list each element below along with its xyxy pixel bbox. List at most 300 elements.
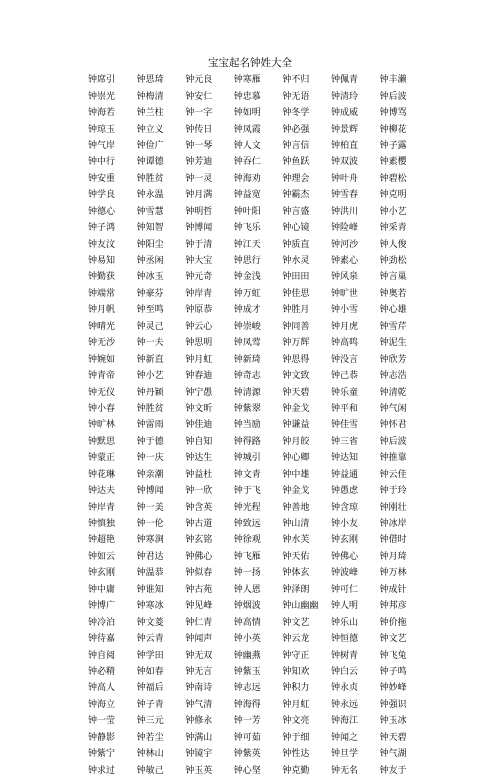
name-cell: 钟得路: [233, 436, 261, 447]
name-row: [88, 154, 428, 170]
name-cell: 钟玄刚: [330, 535, 358, 546]
name-cell: 钟席引: [88, 75, 116, 86]
name-row: [88, 384, 428, 400]
name-row: [88, 319, 428, 335]
name-row: [88, 105, 428, 121]
name-cell: 钟子露: [379, 140, 407, 151]
name-cell: 钟文艺: [282, 617, 310, 628]
name-cell: 钟叶阳: [233, 206, 261, 217]
name-cell: 钟克勤: [282, 765, 310, 776]
name-cell: 钟思行: [233, 256, 261, 267]
name-cell: 钟明哲: [185, 206, 213, 217]
name-cell: 钟金浅: [233, 272, 261, 283]
name-cell: 钟鱼跃: [282, 157, 310, 168]
name-cell: 钟胜贫: [136, 403, 164, 414]
name-cell: 钟小艺: [136, 371, 164, 382]
page-title: 宝宝起名钟姓大全: [208, 57, 292, 69]
name-cell: 钟玄铭: [185, 535, 213, 546]
name-cell: 钟质直: [282, 239, 310, 250]
name-cell: 钟默思: [88, 436, 116, 447]
name-row: [88, 417, 428, 433]
name-cell: 钟闻之: [330, 732, 358, 743]
name-cell: 钟林山: [136, 749, 164, 760]
name-cell: 钟气岸: [88, 140, 116, 151]
name-cell: 钟险峰: [330, 223, 358, 234]
name-cell: 钟婉如: [88, 354, 116, 365]
name-cell: 钟一琴: [185, 140, 213, 151]
name-cell: 钟心镜: [282, 223, 310, 234]
name-cell: 钟海劝: [233, 173, 261, 184]
name-cell: 钟无名: [330, 765, 358, 776]
name-cell: 钟至鸣: [136, 305, 164, 316]
name-cell: 钟谁知: [136, 584, 164, 595]
name-row: [88, 549, 428, 565]
name-cell: 钟己恭: [330, 371, 358, 382]
name-cell: 钟白云: [330, 666, 358, 677]
name-cell: 钟叶舟: [330, 173, 358, 184]
name-cell: 钟人明: [330, 601, 358, 612]
name-cell: 钟人俊: [379, 239, 407, 250]
name-cell: 钟易知: [88, 256, 116, 267]
name-row: [88, 647, 428, 663]
name-cell: 钟幽燕: [233, 650, 261, 661]
name-row: [88, 171, 428, 187]
name-cell: 钟元奇: [185, 272, 213, 283]
name-cell: 钟于细: [282, 732, 310, 743]
name-cell: 钟凤莺: [233, 338, 261, 349]
name-cell: 钟奥若: [379, 288, 407, 299]
name-cell: 钟体玄: [282, 568, 310, 579]
name-cell: 钟霸杰: [282, 190, 310, 201]
name-row: [88, 269, 428, 285]
name-cell: 钟乐童: [330, 387, 358, 398]
name-cell: 钟素心: [330, 256, 358, 267]
name-cell: 钟丞闲: [136, 256, 164, 267]
name-cell: 钟志远: [233, 683, 261, 694]
name-cell: 钟山幽幽: [282, 601, 319, 612]
name-cell: 钟见峰: [185, 601, 213, 612]
name-cell: 钟含琼: [330, 502, 358, 513]
name-cell: 钟清源: [233, 387, 261, 398]
name-cell: 钟永远: [330, 699, 358, 710]
name-cell: 钟风泉: [330, 272, 358, 283]
name-cell: 钟高人: [88, 683, 116, 694]
name-row: [88, 236, 428, 252]
name-cell: 钟河沙: [330, 239, 358, 250]
name-cell: 钟不归: [282, 75, 310, 86]
name-cell: 钟博闻: [185, 223, 213, 234]
name-cell: 钟知智: [136, 223, 164, 234]
name-cell: 钟心雄: [379, 305, 407, 316]
name-cell: 钟自知: [185, 436, 213, 447]
name-cell: 钟于德: [136, 436, 164, 447]
name-row: [88, 598, 428, 614]
name-cell: 钟城引: [233, 453, 261, 464]
name-row: [88, 187, 428, 203]
name-cell: 钟胜月: [282, 305, 310, 316]
name-cell: 钟守正: [282, 650, 310, 661]
name-cell: 钟月虎: [330, 321, 358, 332]
name-cell: 钟豪芬: [136, 288, 164, 299]
name-cell: 钟静影: [88, 732, 116, 743]
name-cell: 钟琼玉: [88, 124, 116, 135]
name-row: [88, 516, 428, 532]
name-cell: 钟邦彦: [379, 601, 407, 612]
name-cell: 钟心坚: [233, 765, 261, 776]
name-cell: 钟灵己: [136, 321, 164, 332]
name-cell: 钟青帝: [88, 371, 116, 382]
name-cell: 钟玉英: [185, 765, 213, 776]
name-cell: 钟必精: [88, 666, 116, 677]
name-cell: 钟博骂: [379, 108, 407, 119]
name-cell: 钟飞乐: [233, 223, 261, 234]
name-cell: 钟玄刚: [88, 568, 116, 579]
name-cell: 钟小春: [88, 403, 116, 414]
name-cell: 钟古道: [185, 519, 213, 530]
name-row: [88, 253, 428, 269]
name-cell: 钟清乾: [379, 387, 407, 398]
name-row: [88, 286, 428, 302]
name-cell: 钟景辉: [330, 124, 358, 135]
name-cell: 钟天碧: [379, 732, 407, 743]
name-cell: 钟仁青: [185, 617, 213, 628]
name-cell: 钟碧松: [379, 173, 407, 184]
name-row: [88, 697, 428, 713]
name-cell: 钟可茹: [233, 732, 261, 743]
name-cell: 钟言信: [282, 140, 310, 151]
name-cell: 钟高鸣: [330, 338, 358, 349]
name-cell: 钟平和: [330, 403, 358, 414]
name-cell: 钟无语: [282, 91, 310, 102]
name-cell: 钟君达: [136, 551, 164, 562]
name-cell: 钟云心: [185, 321, 213, 332]
name-row: [88, 483, 428, 499]
name-cell: 钟成威: [330, 108, 358, 119]
name-cell: 钟泽朗: [282, 584, 310, 595]
name-cell: 钟气清: [185, 699, 213, 710]
name-cell: 钟愚虑: [330, 486, 358, 497]
name-cell: 钟强识: [379, 699, 407, 710]
name-cell: 钟中行: [88, 157, 116, 168]
name-row: [88, 664, 428, 680]
name-row: [88, 401, 428, 417]
name-cell: 钟晴光: [88, 321, 116, 332]
name-cell: 钟旷世: [330, 288, 358, 299]
name-cell: 钟中庸: [88, 584, 116, 595]
name-row: [88, 335, 428, 351]
name-cell: 钟原恭: [185, 305, 213, 316]
name-cell: 钟永温: [136, 190, 164, 201]
name-cell: 钟高情: [233, 617, 261, 628]
name-cell: 钟益通: [330, 469, 358, 480]
name-cell: 钟崇光: [88, 91, 116, 102]
name-cell: 钟刚壮: [379, 502, 407, 513]
name-cell: 钟益宽: [233, 190, 261, 201]
name-cell: 钟传日: [185, 124, 213, 135]
name-cell: 钟达知: [330, 453, 358, 464]
name-cell: 钟寒雁: [233, 75, 261, 86]
name-cell: 钟佛心: [330, 551, 358, 562]
name-cell: 钟小友: [330, 519, 358, 530]
name-cell: 钟吞仁: [233, 157, 261, 168]
name-cell: 钟敏己: [136, 765, 164, 776]
name-cell: 钟学良: [88, 190, 116, 201]
name-cell: 钟万林: [379, 568, 407, 579]
name-cell: 钟胜贫: [136, 173, 164, 184]
name-cell: 钟紫宁: [88, 749, 116, 760]
name-cell: 钟子鸿: [88, 223, 116, 234]
name-cell: 钟古苑: [185, 584, 213, 595]
name-cell: 钟若尘: [136, 732, 164, 743]
name-cell: 钟一美: [136, 502, 164, 513]
name-row: [88, 746, 428, 762]
name-cell: 钟佳雪: [330, 420, 358, 431]
name-cell: 钟新直: [136, 354, 164, 365]
name-cell: 钟奇志: [233, 371, 261, 382]
name-cell: 钟月帆: [88, 305, 116, 316]
name-cell: 钟文亮: [282, 716, 310, 727]
name-cell: 钟海若: [88, 108, 116, 119]
name-cell: 钟于玲: [379, 486, 407, 497]
name-cell: 钟春迪: [185, 371, 213, 382]
name-cell: 钟于清: [185, 239, 213, 250]
name-cell: 钟欣芳: [379, 354, 407, 365]
name-cell: 钟勤获: [88, 272, 116, 283]
name-cell: 钟雪春: [330, 190, 358, 201]
name-row: [88, 467, 428, 483]
name-cell: 钟文青: [233, 469, 261, 480]
name-cell: 钟崇峻: [233, 321, 261, 332]
name-cell: 钟博闻: [136, 486, 164, 497]
name-cell: 钟待嘉: [88, 634, 116, 645]
name-cell: 钟采青: [379, 223, 407, 234]
name-cell: 钟佳迪: [185, 420, 213, 431]
name-cell: 钟文昕: [185, 403, 213, 414]
name-cell: 钟泥生: [379, 338, 407, 349]
name-row: [88, 730, 428, 746]
name-cell: 钟岸青: [185, 288, 213, 299]
name-cell: 钟寒冰: [136, 601, 164, 612]
name-cell: 钟梅清: [136, 91, 164, 102]
name-cell: 钟柏直: [330, 140, 358, 151]
name-cell: 钟含英: [185, 502, 213, 513]
name-cell: 钟于飞: [233, 486, 261, 497]
name-cell: 钟乐山: [330, 617, 358, 628]
name-cell: 钟双波: [330, 157, 358, 168]
name-cell: 钟忠慕: [233, 91, 261, 102]
name-cell: 钟一芳: [233, 716, 261, 727]
name-cell: 钟文致: [282, 371, 310, 382]
name-cell: 钟大宝: [185, 256, 213, 267]
name-row: [88, 302, 428, 318]
name-row: [88, 614, 428, 630]
name-row: [88, 532, 428, 548]
name-cell: 钟无双: [185, 650, 213, 661]
name-cell: 钟素樱: [379, 157, 407, 168]
name-cell: 钟岸青: [88, 502, 116, 513]
name-cell: 钟蒙正: [88, 453, 116, 464]
name-cell: 钟心卿: [282, 453, 310, 464]
name-row: [88, 220, 428, 236]
name-row: [88, 450, 428, 466]
name-cell: 钟博广: [88, 601, 116, 612]
name-cell: 钟雷雨: [136, 420, 164, 431]
name-cell: 钟言盛: [282, 206, 310, 217]
name-cell: 钟海得: [233, 699, 261, 710]
name-cell: 钟友于: [379, 765, 407, 776]
name-cell: 钟月满: [185, 190, 213, 201]
name-cell: 钟致远: [233, 519, 261, 530]
name-cell: 钟一欣: [185, 486, 213, 497]
name-cell: 钟安仁: [185, 91, 213, 102]
name-cell: 钟小英: [233, 634, 261, 645]
name-cell: 钟立义: [136, 124, 164, 135]
name-row: [88, 762, 428, 778]
name-cell: 钟如云: [88, 551, 116, 562]
name-cell: 钟后波: [379, 436, 407, 447]
name-cell: 钟海江: [330, 716, 358, 727]
name-cell: 钟丰濑: [379, 75, 407, 86]
name-cell: 钟一扬: [233, 568, 261, 579]
name-cell: 钟闻声: [185, 634, 213, 645]
name-cell: 钟理会: [282, 173, 310, 184]
name-cell: 钟一庆: [136, 453, 164, 464]
name-cell: 钟德心: [88, 206, 116, 217]
name-cell: 钟似春: [185, 568, 213, 579]
name-cell: 钟克明: [379, 190, 407, 201]
name-row: [88, 565, 428, 581]
name-cell: 钟凤霞: [233, 124, 261, 135]
name-cell: 钟清玲: [330, 91, 358, 102]
name-cell: 钟一莹: [88, 716, 116, 727]
name-cell: 钟水芙: [282, 535, 310, 546]
name-cell: 钟达夫: [88, 486, 116, 497]
name-cell: 钟推靠: [379, 453, 407, 464]
name-cell: 钟子青: [136, 699, 164, 710]
name-cell: 钟思琦: [136, 75, 164, 86]
name-cell: 钟金戈: [282, 486, 310, 497]
name-cell: 钟文艺: [379, 634, 407, 645]
name-cell: 钟后波: [379, 91, 407, 102]
name-cell: 钟玉冰: [379, 716, 407, 727]
name-cell: 钟人文: [233, 140, 261, 151]
name-cell: 钟芳迪: [185, 157, 213, 168]
name-cell: 钟学田: [136, 650, 164, 661]
name-cell: 钟月皎: [282, 436, 310, 447]
name-cell: 钟南诗: [185, 683, 213, 694]
name-cell: 钟雪慧: [136, 206, 164, 217]
name-cell: 钟小雪: [330, 305, 358, 316]
name-cell: 钟紫玉: [233, 666, 261, 677]
name-table: [88, 72, 428, 779]
name-cell: 钟言巢: [379, 272, 407, 283]
name-cell: 钟友汶: [88, 239, 116, 250]
name-cell: 钟三元: [136, 716, 164, 727]
name-cell: 钟文菱: [136, 617, 164, 628]
name-cell: 钟佳思: [282, 288, 310, 299]
name-cell: 钟田田: [282, 272, 310, 283]
name-row: [88, 631, 428, 647]
name-row: [88, 713, 428, 729]
name-cell: 钟阳尘: [136, 239, 164, 250]
name-cell: 钟佩青: [330, 75, 358, 86]
name-cell: 钟冷泊: [88, 617, 116, 628]
name-cell: 钟无沙: [88, 338, 116, 349]
name-cell: 钟宁愚: [185, 387, 213, 398]
name-cell: 钟一夫: [136, 338, 164, 349]
name-cell: 钟端常: [88, 288, 116, 299]
name-cell: 钟恒德: [330, 634, 358, 645]
name-cell: 钟云青: [136, 634, 164, 645]
name-cell: 钟安重: [88, 173, 116, 184]
name-cell: 钟永贞: [330, 683, 358, 694]
name-cell: 钟江天: [233, 239, 261, 250]
name-cell: 钟波峰: [330, 568, 358, 579]
name-row: [88, 72, 428, 88]
name-cell: 钟紫翠: [233, 403, 261, 414]
name-cell: 钟性达: [282, 749, 310, 760]
name-cell: 钟达生: [185, 453, 213, 464]
name-cell: 钟万辉: [282, 338, 310, 349]
name-cell: 钟冰岸: [379, 519, 407, 530]
name-cell: 钟气湖: [379, 749, 407, 760]
name-cell: 钟谭德: [136, 157, 164, 168]
name-cell: 钟光程: [233, 502, 261, 513]
name-row: [88, 680, 428, 696]
name-cell: 钟旷林: [88, 420, 116, 431]
name-row: [88, 434, 428, 450]
name-cell: 钟修永: [185, 716, 213, 727]
name-cell: 钟无仪: [88, 387, 116, 398]
name-row: [88, 351, 428, 367]
name-cell: 钟气闲: [379, 403, 407, 414]
name-cell: 钟佛心: [185, 551, 213, 562]
name-cell: 钟一伦: [136, 519, 164, 530]
name-cell: 钟子鸣: [379, 666, 407, 677]
name-cell: 钟成针: [379, 584, 407, 595]
name-cell: 钟月虹: [282, 699, 310, 710]
name-cell: 钟价拖: [379, 617, 407, 628]
name-cell: 钟慎独: [88, 519, 116, 530]
name-cell: 钟山清: [282, 519, 310, 530]
name-cell: 钟海立: [88, 699, 116, 710]
name-cell: 钟如春: [136, 666, 164, 677]
name-cell: 钟冰玉: [136, 272, 164, 283]
name-cell: 钟善地: [282, 502, 310, 513]
name-row: [88, 121, 428, 137]
name-cell: 钟超艳: [88, 535, 116, 546]
name-cell: 钟小艺: [379, 206, 407, 217]
name-row: [88, 368, 428, 384]
name-cell: 钟积力: [282, 683, 310, 694]
name-cell: 钟劲松: [379, 256, 407, 267]
name-cell: 钟云佳: [379, 469, 407, 480]
name-cell: 钟妙峰: [379, 683, 407, 694]
name-cell: 钟没言: [330, 354, 358, 365]
name-cell: 钟一灵: [185, 173, 213, 184]
name-cell: 钟温恭: [136, 568, 164, 579]
name-row: [88, 582, 428, 598]
name-cell: 钟思得: [282, 354, 310, 365]
name-cell: 钟思明: [185, 338, 213, 349]
name-cell: 钟人恩: [233, 584, 261, 595]
name-cell: 钟三省: [330, 436, 358, 447]
name-cell: 钟雪芹: [379, 321, 407, 332]
name-cell: 钟元良: [185, 75, 213, 86]
name-cell: 钟飞雁: [233, 551, 261, 562]
name-cell: 钟中雄: [282, 469, 310, 480]
name-cell: 钟兰柱: [136, 108, 164, 119]
